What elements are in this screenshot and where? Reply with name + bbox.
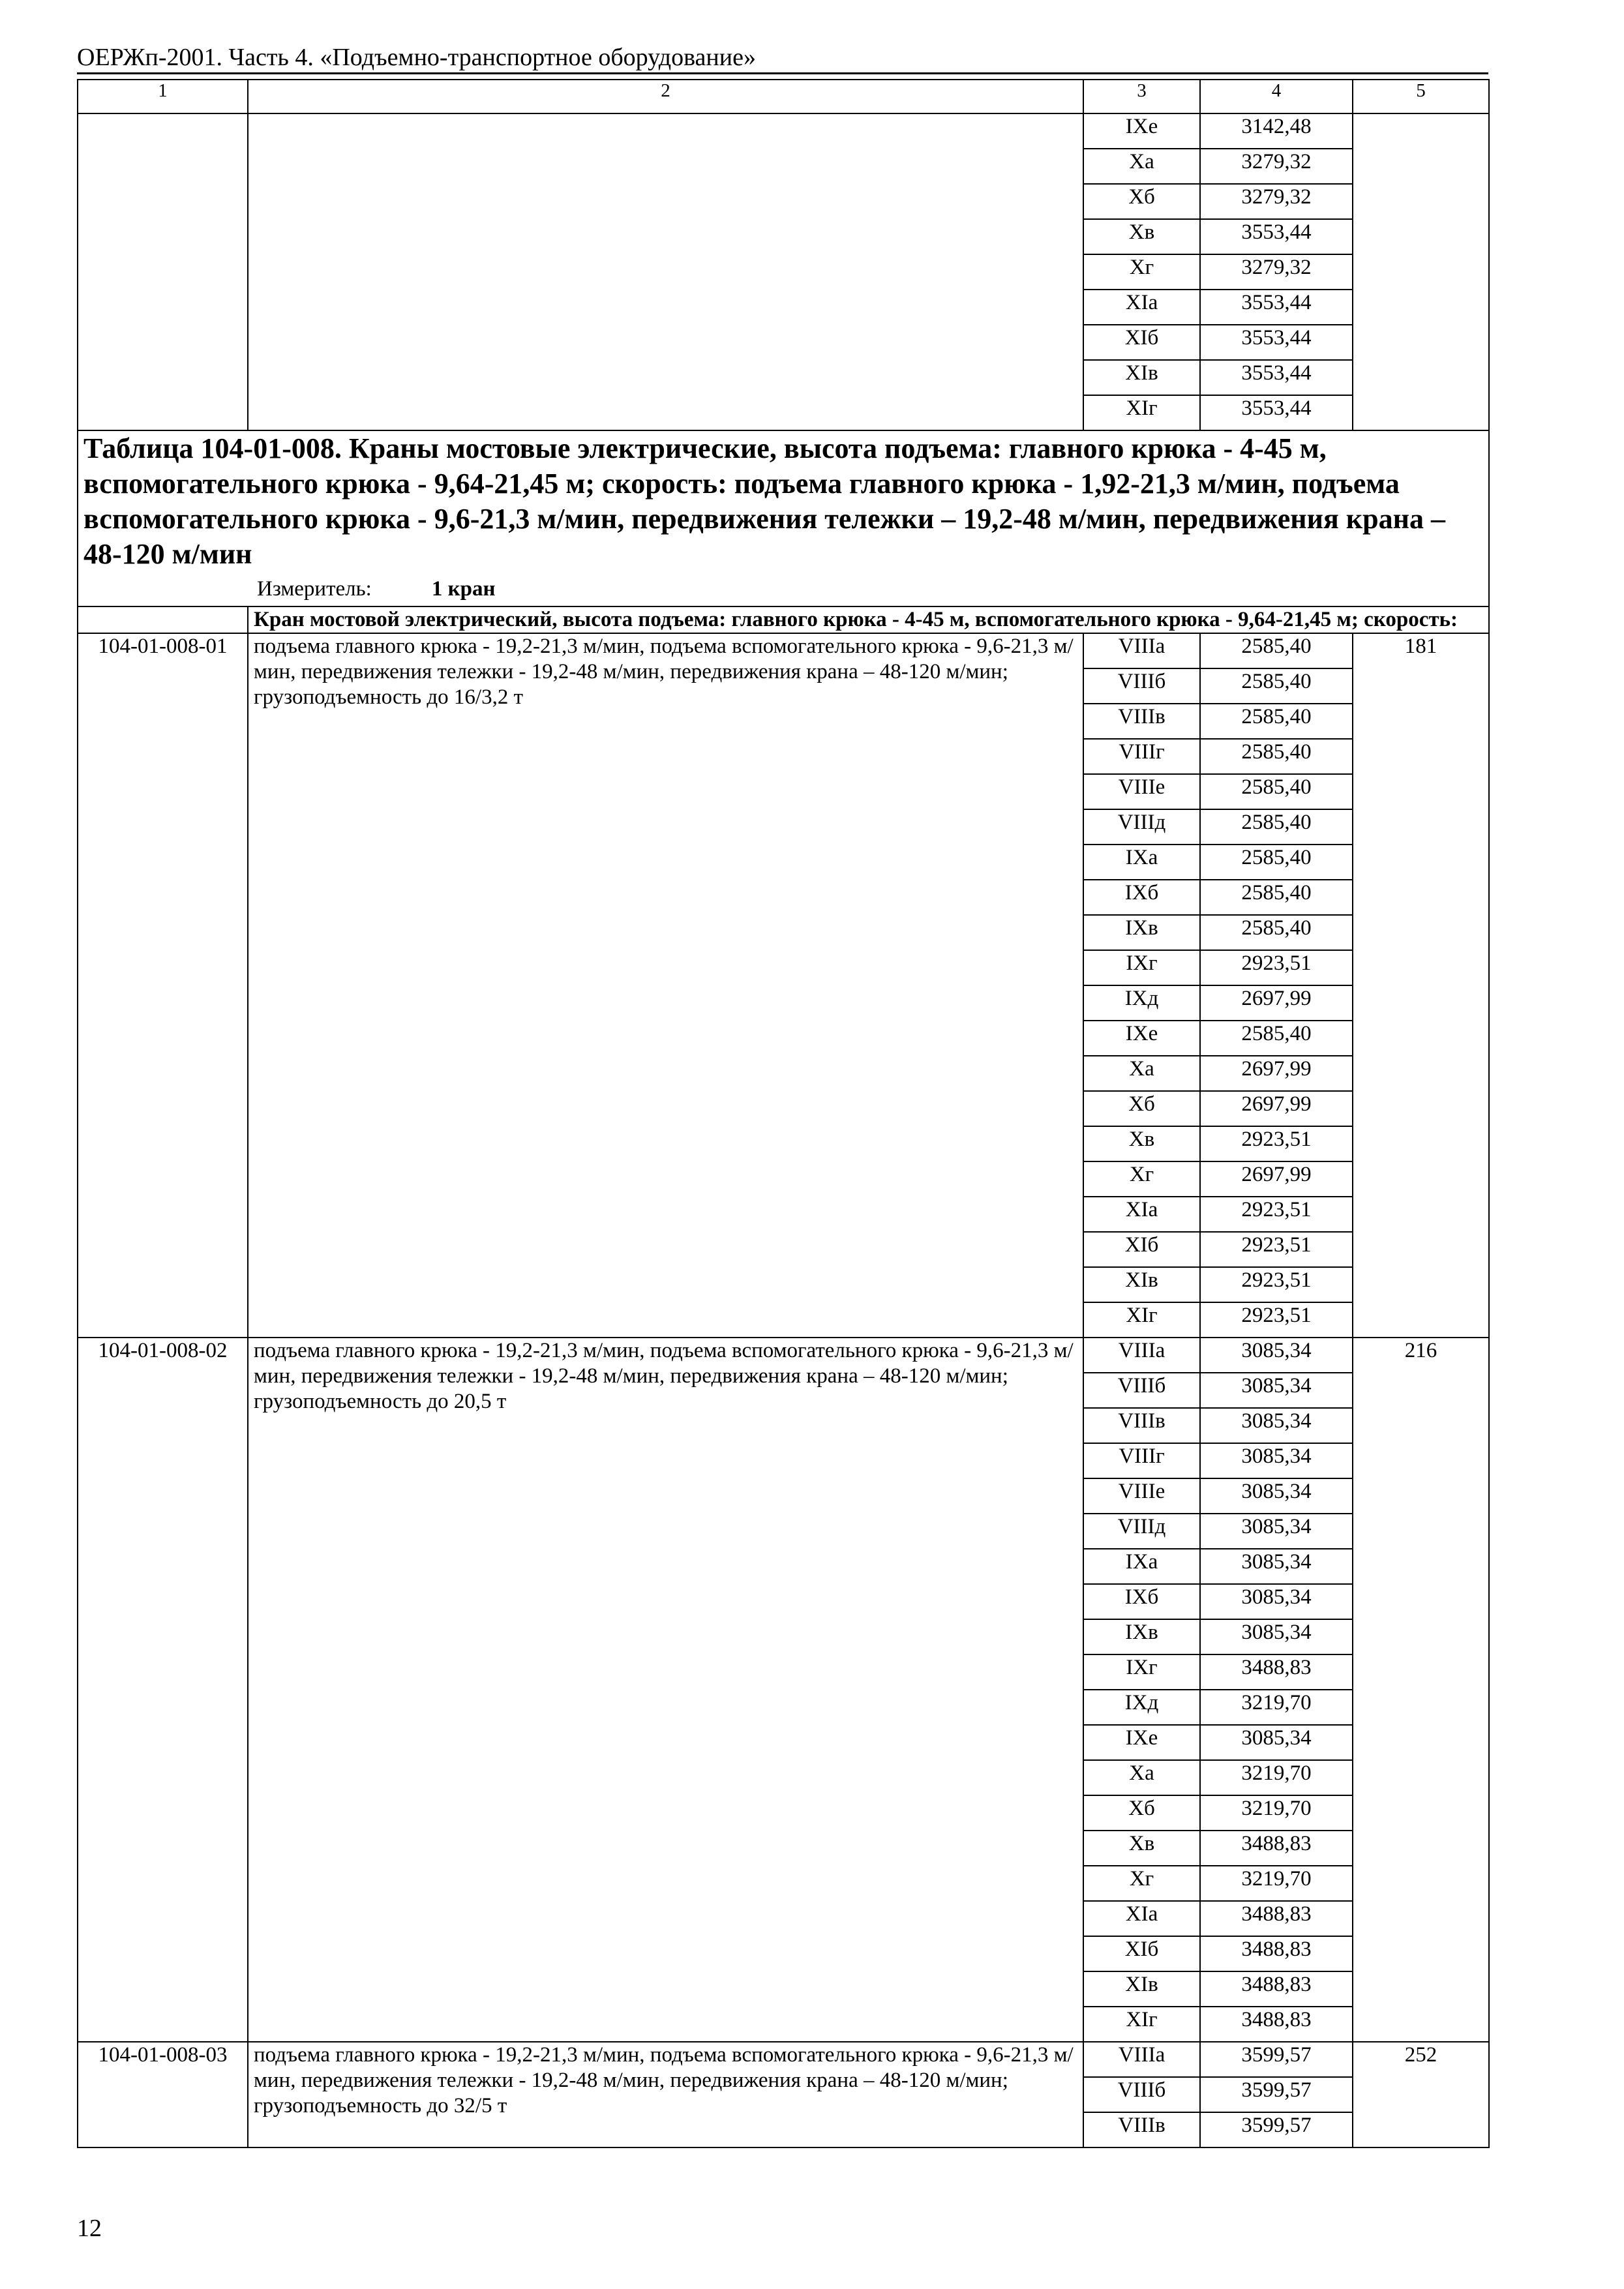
price-cell: 3085,34 — [1200, 1584, 1353, 1619]
zone-cell: Xа — [1083, 1056, 1200, 1091]
price-cell: 2585,40 — [1200, 704, 1353, 739]
zone-cell: VIIIв — [1083, 704, 1200, 739]
zone-cell: IXе — [1083, 113, 1200, 149]
column-number: 1 — [78, 80, 248, 113]
column-number-row — [78, 80, 1489, 113]
zone-cell: XIб — [1083, 1232, 1200, 1267]
zone-cell: XIб — [1083, 325, 1200, 360]
price-cell: 2923,51 — [1200, 1232, 1353, 1267]
price-cell: 2585,40 — [1200, 739, 1353, 774]
price-cell: 2923,51 — [1200, 950, 1353, 985]
price-cell: 2923,51 — [1200, 1302, 1353, 1338]
zone-cell: VIIIд — [1083, 809, 1200, 845]
table-row — [78, 633, 1489, 668]
zone-cell: VIIIб — [1083, 668, 1200, 704]
zone-cell: VIIIг — [1083, 739, 1200, 774]
zone-cell: Xа — [1083, 1760, 1200, 1795]
price-cell: 3085,34 — [1200, 1514, 1353, 1549]
price-cell: 3085,34 — [1200, 1338, 1353, 1373]
zone-cell: Xг — [1083, 254, 1200, 290]
zone-cell: IXб — [1083, 880, 1200, 915]
zone-cell: XIг — [1083, 1302, 1200, 1338]
zone-cell: XIв — [1083, 360, 1200, 395]
zone-cell: Xб — [1083, 1091, 1200, 1126]
zone-cell: Xа — [1083, 149, 1200, 184]
price-cell: 3085,34 — [1200, 1478, 1353, 1514]
zone-cell: VIIIа — [1083, 633, 1200, 668]
zone-cell: IXа — [1083, 1549, 1200, 1584]
table-title: Таблица 104-01-008. Краны мостовые электрические, высота подъема: главного крюка - 4-45 м, вспомогательного крюка - 9,64-21,45 м; скорость: подъема главного крюка - 1,92-21,3 м/мин, подъема вспомогательного крюка - 9,6-21,3 м/мин, передвижения тележки – 19,2-48 м/мин, передвижения крана – 48-120 м/мин — [83, 432, 1445, 570]
price-cell: 2585,40 — [1200, 633, 1353, 668]
description-cell — [248, 113, 1083, 430]
column-number: 3 — [1083, 80, 1200, 113]
code-cell — [78, 113, 248, 430]
price-cell: 3599,57 — [1200, 2112, 1353, 2147]
price-cell: 2585,40 — [1200, 845, 1353, 880]
price-cell: 3488,83 — [1200, 2007, 1353, 2042]
price-cell: 3599,57 — [1200, 2077, 1353, 2112]
zone-cell: XIа — [1083, 1901, 1200, 1936]
price-cell: 3553,44 — [1200, 360, 1353, 395]
zone-cell: VIIIа — [1083, 2042, 1200, 2077]
item-code: 104-01-008-02 — [78, 1338, 248, 2042]
zone-cell: VIIIе — [1083, 774, 1200, 809]
price-cell: 3142,48 — [1200, 113, 1353, 149]
price-cell: 3488,83 — [1200, 1901, 1353, 1936]
price-cell: 3553,44 — [1200, 290, 1353, 325]
zone-cell: VIIIв — [1083, 2112, 1200, 2147]
zone-cell: IXе — [1083, 1725, 1200, 1760]
column-number: 5 — [1353, 80, 1489, 113]
zone-cell: VIIIг — [1083, 1443, 1200, 1478]
price-cell: 3085,34 — [1200, 1619, 1353, 1654]
page-number: 12 — [77, 2215, 102, 2242]
price-cell: 2923,51 — [1200, 1267, 1353, 1302]
zone-cell: VIIIа — [1083, 1338, 1200, 1373]
zone-cell: IXг — [1083, 1654, 1200, 1690]
zone-cell: IXб — [1083, 1584, 1200, 1619]
price-cell: 2585,40 — [1200, 668, 1353, 704]
item-col5: 216 — [1353, 1338, 1489, 2042]
price-cell: 3085,34 — [1200, 1725, 1353, 1760]
section-blank-cell — [78, 606, 248, 633]
zone-cell: Xв — [1083, 1126, 1200, 1161]
price-cell: 2923,51 — [1200, 1197, 1353, 1232]
price-cell: 3599,57 — [1200, 2042, 1353, 2077]
item-code: 104-01-008-01 — [78, 633, 248, 1338]
zone-cell: XIв — [1083, 1267, 1200, 1302]
price-cell: 3085,34 — [1200, 1549, 1353, 1584]
item-description: подъема главного крюка - 19,2-21,3 м/мин, подъема вспомогательного крюка - 9,6-21,3 м/мин, передвижения тележки - 19,2-48 м/мин, передвижения крана – 48-120 м/мин; грузоподъемность до 20,5 т — [248, 1338, 1083, 2042]
price-table — [77, 79, 1490, 2148]
price-cell: 3488,83 — [1200, 1936, 1353, 1971]
table-row — [78, 113, 1489, 149]
price-cell: 3279,32 — [1200, 149, 1353, 184]
column-number: 4 — [1200, 80, 1353, 113]
price-cell: 2697,99 — [1200, 1091, 1353, 1126]
price-cell: 3488,83 — [1200, 1831, 1353, 1866]
price-cell: 2697,99 — [1200, 1161, 1353, 1197]
price-cell: 3219,70 — [1200, 1690, 1353, 1725]
zone-cell: VIIIв — [1083, 1408, 1200, 1443]
price-cell: 2697,99 — [1200, 1056, 1353, 1091]
item-code: 104-01-008-03 — [78, 2042, 248, 2147]
zone-cell: Xг — [1083, 1161, 1200, 1197]
price-cell: 3085,34 — [1200, 1408, 1353, 1443]
table-row — [78, 2042, 1489, 2077]
zone-cell: IXд — [1083, 985, 1200, 1021]
zone-cell: VIIIб — [1083, 2077, 1200, 2112]
price-cell: 2585,40 — [1200, 774, 1353, 809]
zone-cell: XIб — [1083, 1936, 1200, 1971]
price-cell: 2585,40 — [1200, 915, 1353, 950]
zone-cell: Xв — [1083, 1831, 1200, 1866]
price-cell: 2585,40 — [1200, 1021, 1353, 1056]
table-title-row — [78, 430, 1489, 606]
zone-cell: VIIIе — [1083, 1478, 1200, 1514]
column-number: 2 — [248, 80, 1083, 113]
price-cell: 3553,44 — [1200, 395, 1353, 430]
price-cell: 3488,83 — [1200, 1654, 1353, 1690]
zone-cell: XIа — [1083, 290, 1200, 325]
zone-cell: IXв — [1083, 1619, 1200, 1654]
zone-cell: VIIIд — [1083, 1514, 1200, 1549]
header-rule — [77, 72, 1488, 74]
zone-cell: IXа — [1083, 845, 1200, 880]
price-cell: 2923,51 — [1200, 1126, 1353, 1161]
item-description: подъема главного крюка - 19,2-21,3 м/мин, подъема вспомогательного крюка - 9,6-21,3 м/мин, передвижения тележки - 19,2-48 м/мин, передвижения крана – 48-120 м/мин; грузоподъемность до 16/3,2 т — [248, 633, 1083, 1338]
measure-value: 1 кран — [431, 577, 496, 601]
measure-line — [83, 576, 1483, 606]
zone-cell: IXв — [1083, 915, 1200, 950]
price-cell: 2585,40 — [1200, 880, 1353, 915]
zone-cell: IXе — [1083, 1021, 1200, 1056]
price-cell: 3488,83 — [1200, 1971, 1353, 2007]
price-cell: 3219,70 — [1200, 1866, 1353, 1901]
zone-cell: XIв — [1083, 1971, 1200, 2007]
zone-cell: VIIIб — [1083, 1373, 1200, 1408]
price-cell: 3219,70 — [1200, 1795, 1353, 1831]
item-description: подъема главного крюка - 19,2-21,3 м/мин, подъема вспомогательного крюка - 9,6-21,3 м/мин, передвижения тележки - 19,2-48 м/мин, передвижения крана – 48-120 м/мин; грузоподъемность до 32/5 т — [248, 2042, 1083, 2147]
price-cell: 3553,44 — [1200, 325, 1353, 360]
zone-cell: XIа — [1083, 1197, 1200, 1232]
item-col5: 252 — [1353, 2042, 1489, 2147]
zone-cell: XIг — [1083, 395, 1200, 430]
price-cell: 3279,32 — [1200, 254, 1353, 290]
section-heading-row — [78, 606, 1489, 633]
price-cell: 2697,99 — [1200, 985, 1353, 1021]
running-header: ОЕРЖп-2001. Часть 4. «Подъемно-транспортное оборудование» — [77, 44, 756, 71]
price-cell: 2585,40 — [1200, 809, 1353, 845]
table-title-cell — [78, 430, 1489, 606]
zone-cell: Xг — [1083, 1866, 1200, 1901]
zone-cell: Xб — [1083, 1795, 1200, 1831]
measure-label: Измеритель: — [257, 577, 372, 601]
price-cell: 3219,70 — [1200, 1760, 1353, 1795]
zone-cell: IXд — [1083, 1690, 1200, 1725]
price-cell: 3085,34 — [1200, 1373, 1353, 1408]
zone-cell: IXг — [1083, 950, 1200, 985]
table-row — [78, 1338, 1489, 1373]
price-cell: 3085,34 — [1200, 1443, 1353, 1478]
price-cell: 3553,44 — [1200, 219, 1353, 254]
zone-cell: XIг — [1083, 2007, 1200, 2042]
zone-cell: Xб — [1083, 184, 1200, 219]
col5-cell — [1353, 113, 1489, 430]
zone-cell: Xв — [1083, 219, 1200, 254]
price-cell: 3279,32 — [1200, 184, 1353, 219]
section-heading: Кран мостовой электрический, высота подъема: главного крюка - 4-45 м, вспомогательного крюка - 9,64-21,45 м; скорость: — [248, 606, 1489, 633]
item-col5: 181 — [1353, 633, 1489, 1338]
